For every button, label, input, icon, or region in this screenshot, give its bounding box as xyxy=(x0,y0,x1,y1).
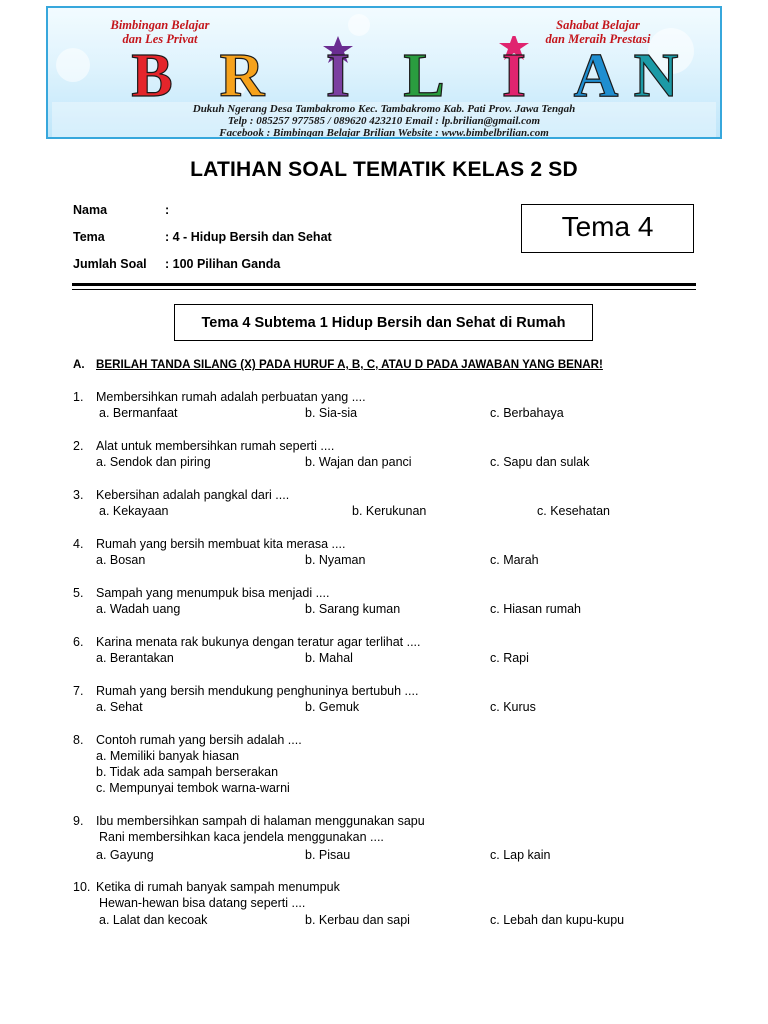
option-c: c. Hiasan rumah xyxy=(490,602,582,616)
tagline-right-line-1: Sahabat Belajar xyxy=(556,18,640,32)
tema-label: Tema xyxy=(73,230,105,244)
question-number: 3. xyxy=(73,488,84,502)
banner-address: Dukuh Ngerang Desa Tambakromo Kec. Tambakromo Kab. Pati Prov. Jawa Tengah xyxy=(192,103,576,115)
question-number: 9. xyxy=(73,814,84,828)
option-b: b. Gemuk xyxy=(305,700,360,714)
instruction-letter: A. xyxy=(73,358,85,371)
jumlah-soal-value: : 100 Pilihan Ganda xyxy=(165,257,281,271)
instruction-text: BERILAH TANDA SILANG (X) PADA HURUF A, B, C, ATAU D PADA JAWABAN YANG BENAR! xyxy=(96,358,603,371)
question-stem: Membersihkan rumah adalah perbuatan yang .... xyxy=(96,390,366,404)
tagline-right-line-2: dan Meraih Prestasi xyxy=(545,32,651,46)
option-c: c. Sapu dan sulak xyxy=(490,455,590,469)
decor-bubble xyxy=(348,14,370,36)
option-a: a. Bermanfaat xyxy=(99,406,178,420)
logo-letter-i: I xyxy=(325,42,351,100)
option-c: c. Berbahaya xyxy=(490,406,564,420)
logo-letter-r: R xyxy=(219,42,265,100)
logo-letter-a: A xyxy=(573,42,619,100)
jumlah-soal-label: Jumlah Soal xyxy=(73,257,147,271)
question-number: 2. xyxy=(73,439,84,453)
option-b: b. Nyaman xyxy=(305,553,366,567)
brilian-banner xyxy=(46,6,722,139)
question-number: 1. xyxy=(73,390,84,404)
question-stem: Rumah yang bersih mendukung penghuninya bertubuh .... xyxy=(96,684,419,698)
question-number: 5. xyxy=(73,586,84,600)
option-a: a. Wadah uang xyxy=(96,602,181,616)
logo-letter-b: B xyxy=(131,42,173,100)
question-number: 10. xyxy=(73,880,91,894)
document-title: LATIHAN SOAL TEMATIK KELAS 2 SD xyxy=(190,158,578,181)
option-a: a. Gayung xyxy=(96,848,154,862)
option-b: b. Tidak ada sampah berserakan xyxy=(96,765,279,779)
question-stem-line-2: Hewan-hewan bisa datang seperti .... xyxy=(99,896,306,910)
question-stem: Alat untuk membersihkan rumah seperti .... xyxy=(96,439,335,453)
option-c: c. Rapi xyxy=(490,651,529,665)
logo-letter-l: L xyxy=(403,42,445,100)
option-a: a. Sehat xyxy=(96,700,143,714)
tagline-left-line-2: dan Les Privat xyxy=(122,32,198,46)
option-c: c. Mempunyai tembok warna-warni xyxy=(96,781,290,795)
nama-label: Nama xyxy=(73,203,108,217)
option-c: c. Marah xyxy=(490,553,539,567)
divider-thin xyxy=(72,289,696,290)
banner-social: Facebook : Bimbingan Belajar Brilian Website : www.bimbelbrilian.com xyxy=(219,127,549,139)
divider-thick xyxy=(72,283,696,286)
logo-letter-n: N xyxy=(633,42,679,100)
tagline-left-line-1: Bimbingan Belajar xyxy=(110,18,210,32)
question-number: 7. xyxy=(73,684,84,698)
question-stem: Ketika di rumah banyak sampah menumpuk xyxy=(96,880,340,894)
nama-value: : xyxy=(165,203,170,217)
banner-contact: Telp : 085257 977585 / 089620 423210 Email : lp.brilian@gmail.com xyxy=(227,115,541,127)
option-a: a. Berantakan xyxy=(96,651,174,665)
question-stem: Kebersihan adalah pangkal dari .... xyxy=(96,488,290,502)
question-stem: Rumah yang bersih membuat kita merasa .... xyxy=(96,537,346,551)
question-stem: Ibu membersihkan sampah di halaman menggunakan sapu xyxy=(96,814,425,828)
option-a: a. Sendok dan piring xyxy=(96,455,211,469)
option-a: a. Kekayaan xyxy=(99,504,169,518)
option-c: c. Lap kain xyxy=(490,848,551,862)
option-b: b. Kerukunan xyxy=(352,504,427,518)
option-b: b. Sia-sia xyxy=(305,406,358,420)
option-a: a. Lalat dan kecoak xyxy=(99,913,208,927)
question-stem: Contoh rumah yang bersih adalah .... xyxy=(96,733,302,747)
tema-value: : 4 - Hidup Bersih dan Sehat xyxy=(165,230,332,244)
option-b: b. Pisau xyxy=(305,848,351,862)
option-b: b. Kerbau dan sapi xyxy=(305,913,410,927)
option-a: a. Bosan xyxy=(96,553,146,567)
brilian-logo xyxy=(84,36,684,100)
question-stem-line-2: Rani membersihkan kaca jendela menggunakan .... xyxy=(99,830,384,844)
question-stem: Sampah yang menumpuk bisa menjadi .... xyxy=(96,586,330,600)
question-stem: Karina menata rak bukunya dengan teratur agar terlihat .... xyxy=(96,635,421,649)
option-b: b. Wajan dan panci xyxy=(305,455,412,469)
option-c: c. Kesehatan xyxy=(537,504,610,518)
question-number: 4. xyxy=(73,537,84,551)
option-a: a. Memiliki banyak hiasan xyxy=(96,749,240,763)
subtema-title: Tema 4 Subtema 1 Hidup Bersih dan Sehat di Rumah xyxy=(174,304,593,341)
question-number: 6. xyxy=(73,635,84,649)
option-c: c. Kurus xyxy=(490,700,536,714)
question-number: 8. xyxy=(73,733,84,747)
option-c: c. Lebah dan kupu-kupu xyxy=(490,913,625,927)
option-b: b. Sarang kuman xyxy=(305,602,401,616)
option-b: b. Mahal xyxy=(305,651,353,665)
tema-box: Tema 4 xyxy=(521,204,694,253)
logo-letter-i: I xyxy=(501,42,527,100)
